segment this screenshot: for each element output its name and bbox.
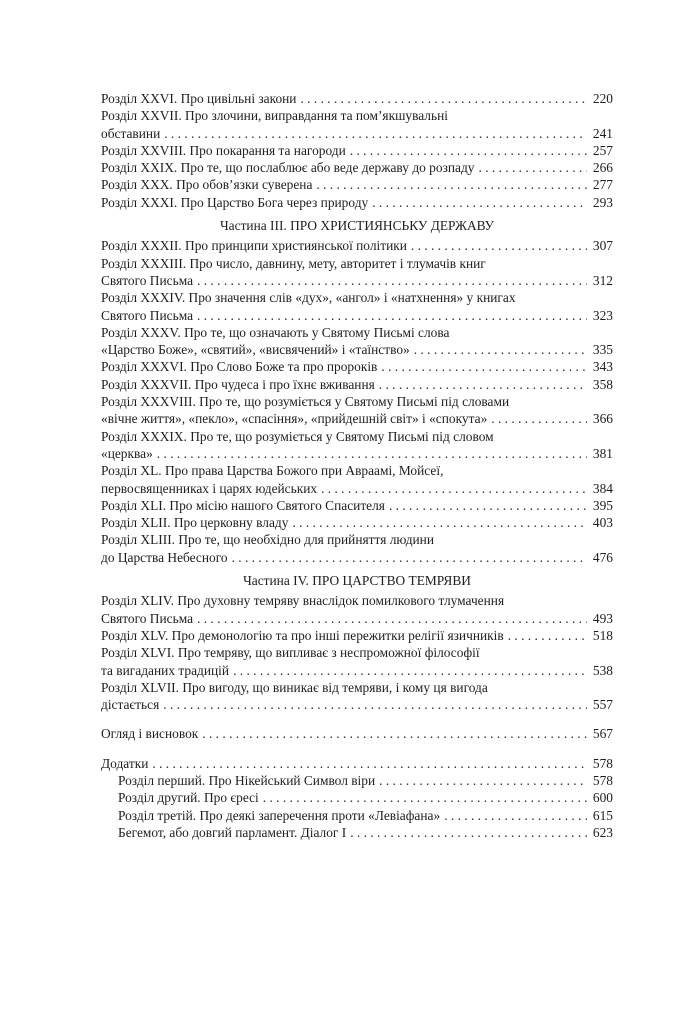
leader-dots	[197, 307, 587, 324]
toc-entry-page: 335	[592, 342, 613, 358]
toc-entry[interactable]	[101, 610, 613, 627]
toc-entry-title: «Царство Боже», «святий», «висвячений» і «таїнство»	[101, 342, 410, 358]
toc-entry-page: 257	[592, 142, 613, 158]
toc-block-appendix	[101, 772, 613, 841]
toc-entry-page: 403	[592, 515, 613, 531]
toc-entry-title-line[interactable]: Розділ XXVII. Про злочини, виправдання та пом’якшувальні	[101, 108, 448, 124]
toc-entry-overview[interactable]	[101, 725, 613, 742]
toc-entry-page: 600	[592, 790, 613, 806]
leader-dots	[292, 514, 587, 531]
toc-entry[interactable]	[101, 142, 613, 159]
toc-entry-title-line[interactable]: Розділ XXXIX. Про те, що розуміється у Святому Письмі під словом	[101, 428, 494, 444]
leader-dots	[381, 358, 587, 375]
toc-entry-page: 493	[592, 610, 613, 626]
toc-entry-page: 307	[592, 238, 613, 254]
leader-dots	[350, 142, 587, 159]
leader-dots	[152, 755, 587, 772]
toc-entry-page: 615	[592, 807, 613, 823]
toc-entry-title: Додатки	[101, 755, 149, 771]
toc-block-part2-end	[101, 90, 613, 211]
spacer	[101, 713, 613, 725]
toc-entry[interactable]	[101, 341, 613, 358]
toc-entry[interactable]	[101, 307, 613, 324]
toc-entry-title: Розділ XXVI. Про цивільні закони	[101, 91, 297, 106]
leader-dots	[414, 341, 587, 358]
toc-entry-title-line[interactable]: Розділ XXXIV. Про значення слів «дух», «ангол» і «натхнення» у книгах	[101, 290, 516, 306]
toc-entry[interactable]	[101, 410, 613, 427]
toc-entry-title-line[interactable]: Розділ XLVII. Про вигоду, що виникає від темряви, і кому ця вигода	[101, 679, 488, 695]
toc-entry[interactable]	[101, 125, 613, 142]
leader-dots	[491, 410, 587, 427]
toc-entry-page: 220	[592, 91, 613, 106]
toc-entry-page: 567	[592, 726, 613, 742]
leader-dots	[263, 789, 587, 806]
toc-entry-title: Святого Письма	[101, 307, 194, 323]
toc-entry-title: Розділ XLV. Про демонологію та про інші пережитки релігії язичників	[101, 627, 504, 643]
spacer	[101, 743, 613, 755]
toc-entry[interactable]	[101, 807, 613, 824]
toc-entry[interactable]	[101, 824, 613, 841]
toc-entry-page: 557	[592, 697, 613, 713]
toc-entry[interactable]	[101, 627, 613, 644]
table-of-contents	[101, 90, 613, 841]
leader-dots	[157, 445, 587, 462]
toc-entry-title: Розділ XLII. Про церковну владу	[101, 515, 289, 531]
leader-dots	[411, 237, 587, 254]
toc-entry-page: 384	[592, 480, 613, 496]
toc-entry-title-line[interactable]: Розділ XLVI. Про темряву, що випливає з неспроможної філософії	[101, 645, 480, 661]
toc-entry-title-line[interactable]: Розділ XLIII. Про те, що необхідно для прийняття людини	[101, 532, 435, 548]
leader-dots	[372, 194, 587, 211]
toc-entry[interactable]	[101, 376, 613, 393]
toc-entry-title: Розділ XLI. Про місію нашого Святого Спасителя	[101, 497, 385, 513]
toc-entry[interactable]	[101, 159, 613, 176]
part-heading-4: Частина IV. ПРО ЦАРСТВО ТЕМРЯВИ	[243, 573, 471, 589]
toc-entry-page: 323	[592, 307, 613, 323]
toc-entry-title: Розділ XXX. Про обов’язки суверена	[101, 177, 313, 193]
toc-entry-title-line[interactable]: Розділ XXXVIII. Про те, що розуміється у Святому Письмі під словами	[101, 394, 510, 410]
toc-entry[interactable]	[101, 176, 613, 193]
leader-dots	[316, 176, 587, 193]
toc-entry-title: обставини	[101, 125, 161, 141]
leader-dots	[197, 272, 587, 289]
leader-dots	[202, 725, 587, 742]
toc-entry-title: Розділ другий. Про єресі	[118, 790, 259, 806]
toc-entry-title: первосвященниках і царях юдейських	[101, 480, 318, 496]
toc-entry-page: 381	[592, 445, 613, 461]
toc-entry-page: 623	[592, 824, 613, 840]
toc-entry-page: 343	[592, 359, 613, 375]
toc-entry[interactable]	[101, 272, 613, 289]
leader-dots	[479, 159, 588, 176]
leader-dots	[379, 376, 587, 393]
toc-entry[interactable]	[101, 696, 613, 713]
toc-block-part4	[101, 592, 613, 713]
part-heading-3: Частина III. ПРО ХРИСТИЯНСЬКУ ДЕРЖАВУ	[219, 218, 494, 234]
toc-entry-title: Розділ XXXVI. Про Слово Боже та про пророків	[101, 359, 378, 375]
leader-dots	[389, 497, 587, 514]
toc-entry-title: «вічне життя», «пекло», «спасіння», «прийдешній світ» і «спокута»	[101, 411, 488, 427]
toc-entry-title: Розділ XXIX. Про те, що послаблює або веде державу до розпаду	[101, 160, 475, 176]
toc-entry-title-line[interactable]: Розділ XLIV. Про духовну темряву внаслідок помилкового тлумачення	[101, 593, 505, 609]
toc-entry-page: 578	[592, 772, 613, 788]
toc-entry-page: 277	[592, 177, 613, 193]
toc-entry-title-line[interactable]: Розділ XL. Про права Царства Божого при Авраамі, Мойсеї,	[101, 463, 444, 479]
toc-entry-page: 578	[592, 755, 613, 771]
toc-entry[interactable]	[101, 497, 613, 514]
toc-entry-title: Святого Письма	[101, 272, 194, 288]
toc-entry-title: дістається	[101, 697, 160, 713]
toc-entry-page: 266	[592, 160, 613, 176]
toc-entry[interactable]	[101, 662, 613, 679]
toc-entry-title: «церква»	[101, 445, 153, 461]
toc-entry[interactable]	[101, 90, 613, 107]
toc-entry-page: 293	[592, 194, 613, 210]
toc-entry-page: 395	[592, 497, 613, 513]
toc-entry-title: Розділ третій. Про деякі заперечення проти «Левіафана»	[118, 807, 441, 823]
toc-entry[interactable]	[101, 549, 613, 566]
toc-entry-page: 358	[592, 376, 613, 392]
toc-entry-page: 518	[592, 627, 613, 643]
leader-dots	[300, 90, 587, 107]
leader-dots	[321, 480, 587, 497]
toc-entry-title: Розділ XXXVII. Про чудеса і про їхнє вживання	[101, 376, 375, 392]
toc-entry-title: до Царства Небесного	[101, 549, 228, 565]
toc-entry[interactable]	[101, 480, 613, 497]
toc-entry-title: Розділ XXVIII. Про покарання та нагороди	[101, 142, 346, 158]
toc-entry[interactable]	[101, 772, 613, 789]
toc-entry-appendix[interactable]	[101, 755, 613, 772]
toc-entry-page: 538	[592, 662, 613, 678]
toc-entry-page: 366	[592, 411, 613, 427]
leader-dots	[164, 125, 587, 142]
toc-entry[interactable]	[101, 445, 613, 462]
leader-dots	[163, 696, 587, 713]
leader-dots	[197, 610, 587, 627]
toc-entry[interactable]	[101, 194, 613, 211]
toc-entry-page: 312	[592, 272, 613, 288]
toc-block-part3	[101, 237, 613, 566]
leader-dots	[508, 627, 587, 644]
leader-dots	[444, 807, 587, 824]
toc-entry[interactable]	[101, 237, 613, 254]
toc-entry[interactable]	[101, 514, 613, 531]
toc-entry-page: 476	[592, 549, 613, 565]
leader-dots	[379, 772, 587, 789]
leader-dots	[233, 662, 587, 679]
toc-entry-title: Розділ перший. Про Нікейський Символ віри	[118, 772, 376, 788]
toc-entry-title-line[interactable]: Розділ XXXV. Про те, що означають у Святому Письмі слова	[101, 324, 450, 340]
toc-entry-title: Розділ XXXI. Про Царство Бога через природу	[101, 194, 369, 210]
toc-entry[interactable]	[101, 789, 613, 806]
toc-entry-title: Святого Письма	[101, 610, 194, 626]
toc-entry-page: 241	[592, 125, 613, 141]
leader-dots	[232, 549, 587, 566]
toc-entry-title-line[interactable]: Розділ XXXIII. Про число, давнину, мету, авторитет і тлумачів книг	[101, 255, 486, 271]
toc-entry[interactable]	[101, 358, 613, 375]
toc-entry-title: та вигаданих традицій	[101, 662, 230, 678]
toc-entry-title: Бегемот, або довгий парламент. Діалог І	[118, 824, 347, 840]
toc-entry-title: Огляд і висновок	[101, 726, 199, 742]
toc-entry-title: Розділ XXXII. Про принципи християнської політики	[101, 238, 407, 254]
leader-dots	[350, 824, 587, 841]
